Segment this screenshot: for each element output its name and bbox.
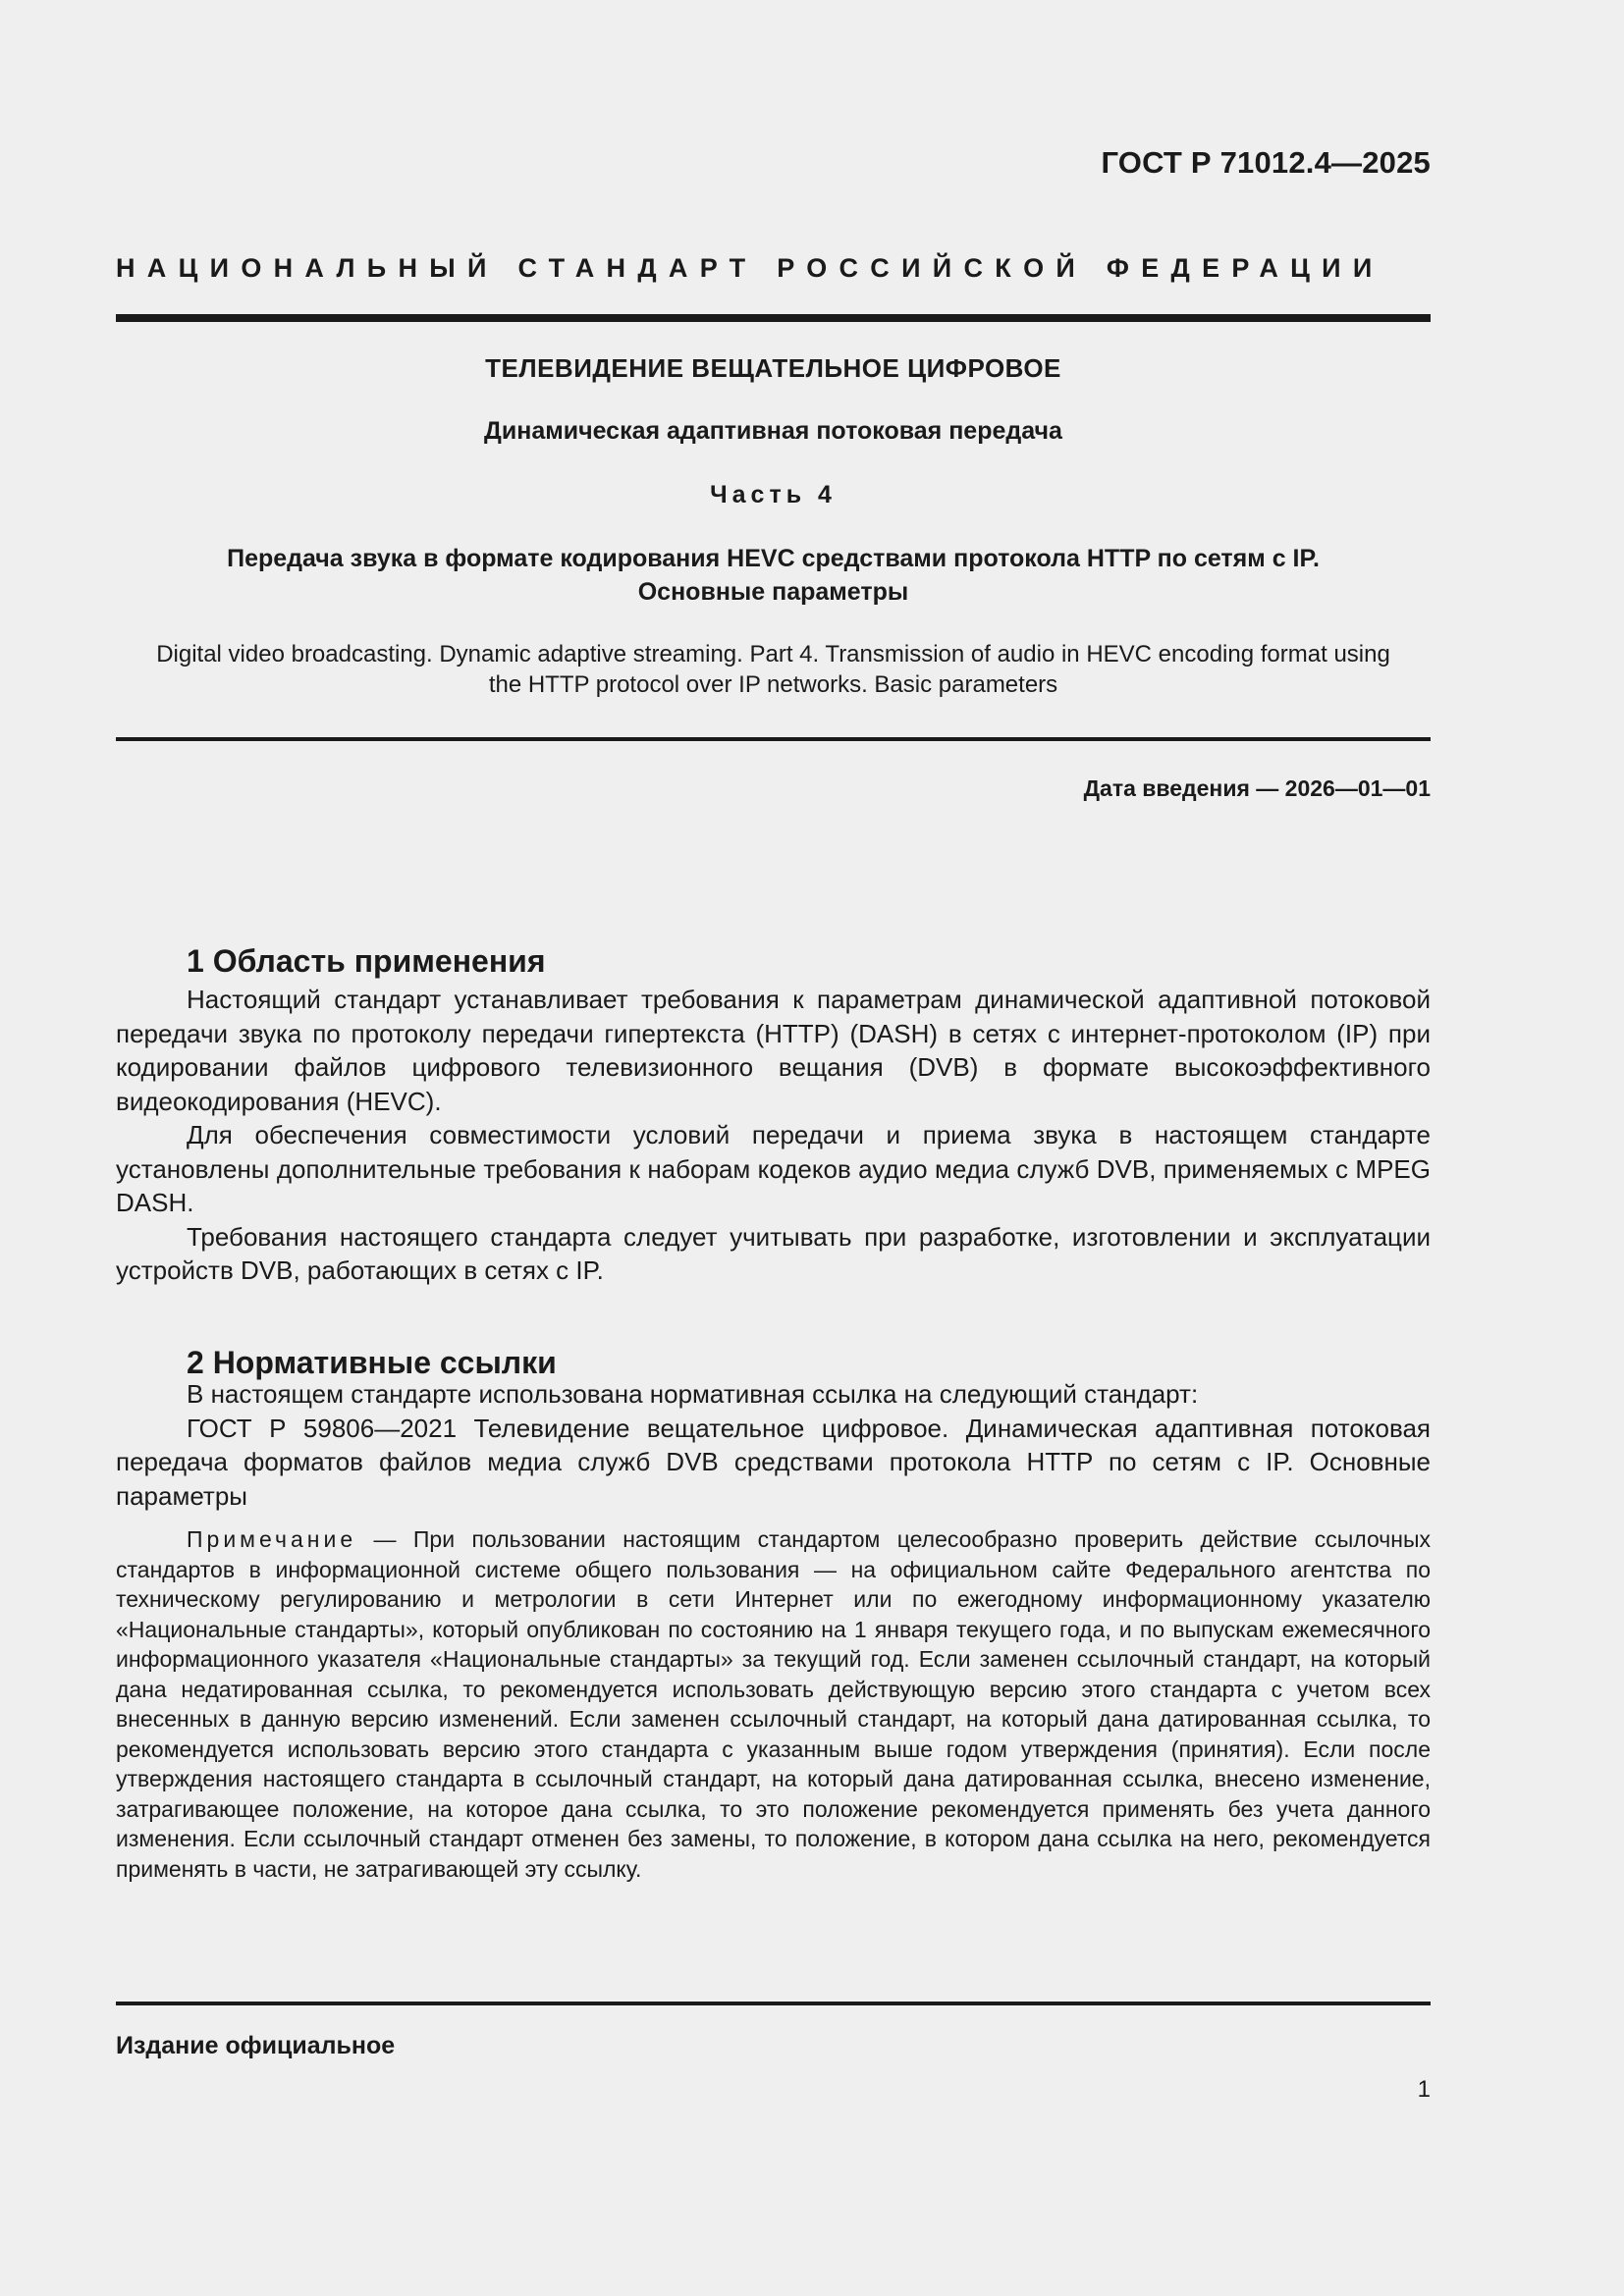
reference-note bbox=[116, 1524, 1431, 1884]
subtitle: Динамическая адаптивная потоковая передача bbox=[484, 417, 1062, 445]
part-title bbox=[116, 542, 1431, 609]
english-title-line-2: the HTTP protocol over IP networks. Basic parameters bbox=[488, 671, 1058, 698]
footer-divider bbox=[116, 2002, 1431, 2005]
top-divider bbox=[116, 314, 1431, 322]
scope-paragraph-1: Настоящий стандарт устанавливает требования к параметрам динамической адаптивной потоковой передачи звука по протоколу передачи гипертекста (HTTP) (DASH) в сетях с интернет-протоколом (IP) при кодировании файлов цифрового телевизионного вещания (DVB) в формате высокоэффективного видеокодирования (HEVC). bbox=[116, 985, 1431, 1116]
title-divider bbox=[116, 737, 1431, 741]
part-title-line-1: Передача звука в формате кодирования HEVC средствами протокола HTTP по сетям с IP. bbox=[227, 545, 1320, 572]
part-label: Часть 4 bbox=[710, 481, 837, 508]
scope-heading: 1 Область применения bbox=[187, 943, 546, 980]
normative-references-section bbox=[116, 1377, 1431, 1513]
note-label: Примечание bbox=[187, 1526, 357, 1552]
part-title-line-2: Основные параметры bbox=[637, 578, 909, 606]
official-edition-label: Издание официальное bbox=[116, 2032, 396, 2059]
normative-references-heading: 2 Нормативные ссылки bbox=[187, 1344, 557, 1380]
standard-document-page bbox=[116, 0, 1431, 2296]
national-standard-title: НАЦИОНАЛЬНЫЙ СТАНДАРТ РОССИЙСКОЙ ФЕДЕРАЦИИ bbox=[116, 253, 1384, 283]
page-number: 1 bbox=[1417, 2076, 1431, 2103]
scope-paragraph-2: Для обеспечения совместимости условий передачи и приема звука в настоящем стандарте установлены дополнительные требования к наборам кодеков аудио медиа служб DVB, применяемых с MPEG DASH. bbox=[116, 1120, 1431, 1217]
scope-paragraph-3: Требования настоящего стандарта следует учитывать при разработке, изготовлении и эксплуатации устройств DVB, работающих в сетях с IP. bbox=[116, 1221, 1431, 1285]
scope-section bbox=[116, 983, 1431, 1288]
normative-reference-item: ГОСТ Р 59806—2021 Телевидение вещательное цифровое. Динамическая адаптивная потоковая передача форматов файлов медиа служб DVB средствами протокола HTTP по сетям с IP. Основные параметры bbox=[116, 1413, 1431, 1511]
main-title: ТЕЛЕВИДЕНИЕ ВЕЩАТЕЛЬНОЕ ЦИФРОВОЕ bbox=[485, 353, 1061, 383]
note-text: — При пользовании настоящим стандартом целесообразно проверить действие ссылочных стандартов в информационной системе общего пользования — на официальном сайте Федерального агентства по техническому регулированию и метрологии в сети Интернет или по ежегодному информационному указателю «Национальные стандарты», который опубликован по состоянию на 1 января текущего года, и по выпускам ежемесячного информационного указателя «Национальные стандарты» за текущий год. Если заменен ссылочный стандарт, на который дана недатированная ссылка, то рекомендуется использовать действующую версию этого стандарта с учетом всех внесенных в данную версию изменений. Если заменен ссылочный стандарт, на который дана датированная ссылка, то рекомендуется использовать версию этого стандарта с указанным выше годом утверждения (принятия). Если после утверждения настоящего стандарта в ссылочный стандарт, на который дана датированная ссылка, внесено изменение, затрагивающее положение, на которое дана ссылка, то это положение рекомендуется применять без учета данного изменения. Если ссылочный стандарт отменен без замены, то положение, в котором дана ссылка на него, рекомендуется применять в части, не затрагивающей эту ссылку. bbox=[116, 1526, 1431, 1882]
introduction-date: Дата введения — 2026—01—01 bbox=[1083, 775, 1431, 801]
normative-reference-intro: В настоящем стандарте использована нормативная ссылка на следующий стандарт: bbox=[187, 1379, 1199, 1409]
english-title-line-1: Digital video broadcasting. Dynamic adaptive streaming. Part 4. Transmission of audio in HEVC encoding format using bbox=[156, 641, 1390, 667]
document-code: ГОСТ Р 71012.4—2025 bbox=[1101, 145, 1431, 180]
english-title bbox=[116, 639, 1431, 700]
